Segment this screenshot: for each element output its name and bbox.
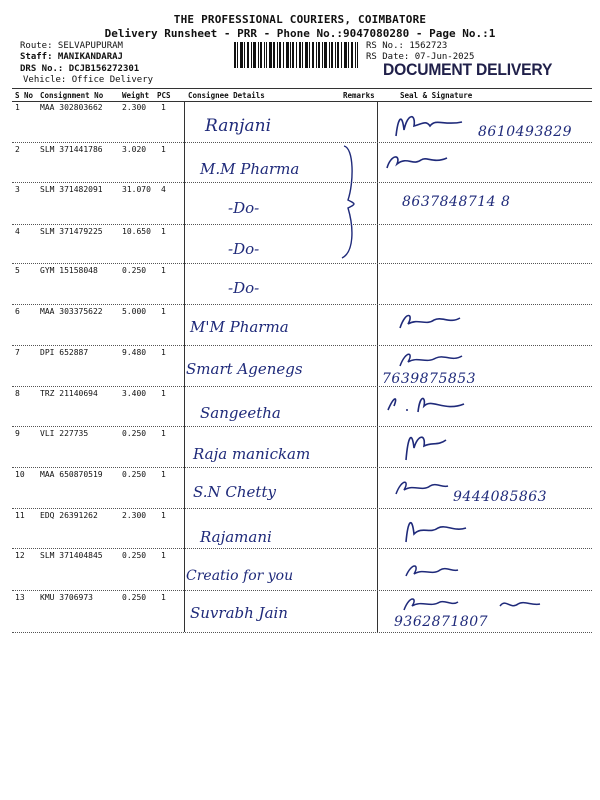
row-consignee-handwritten: Suvrabh Jain — [190, 604, 288, 622]
row-consignment-no: MAA 302803662 — [40, 103, 103, 112]
col-header-consignee: Consignee Details — [188, 91, 265, 100]
row-consignment-no: SLM 371482091 — [40, 185, 103, 194]
row-sno: 11 — [15, 511, 25, 520]
row-sno: 5 — [15, 266, 20, 275]
row-pcs: 1 — [161, 470, 166, 479]
row-weight: 2.300 — [122, 103, 147, 112]
row-sno: 10 — [15, 470, 25, 479]
bracket-mark — [340, 142, 362, 262]
row-pcs: 1 — [161, 593, 166, 602]
signature-row-6 — [396, 306, 466, 336]
row-sno: 13 — [15, 593, 25, 602]
signature-row-13 — [400, 592, 550, 618]
row-consignee-handwritten: Ranjani — [205, 116, 272, 136]
row-weight: 2.300 — [122, 511, 147, 520]
table-header-rule — [12, 101, 592, 102]
row-phone-handwritten: 7639875853 — [382, 371, 477, 387]
row-weight: 0.250 — [122, 551, 147, 560]
vehicle-label: Vehicle: Office Delivery — [23, 75, 154, 85]
row-separator — [12, 508, 592, 509]
row-pcs: 1 — [161, 307, 166, 316]
signature-row-8 — [384, 390, 474, 420]
row-consignee-handwritten: M.M Pharma — [200, 160, 300, 178]
col-header-pcs: PCS — [157, 91, 171, 100]
row-separator — [12, 182, 592, 183]
row-pcs: 1 — [161, 227, 166, 236]
row-sno: 1 — [15, 103, 20, 112]
row-weight: 10.650 — [122, 227, 151, 236]
row-pcs: 1 — [161, 348, 166, 357]
row-sno: 8 — [15, 389, 20, 398]
row-consignee-handwritten: S.N Chetty — [193, 483, 276, 501]
row-sno: 3 — [15, 185, 20, 194]
row-consignment-no: VLI 227735 — [40, 429, 89, 438]
col-header-weight: Weight — [122, 91, 150, 100]
row-pcs: 1 — [161, 429, 166, 438]
row-phone-handwritten: 9444085863 — [453, 489, 548, 505]
row-consignee-handwritten: Rajamani — [200, 528, 272, 546]
row-consignment-no: TRZ 21140694 — [40, 389, 98, 398]
row-consignment-no: MAA 650870519 — [40, 470, 103, 479]
row-phone-handwritten: 8610493829 — [478, 124, 573, 140]
row-consignment-no: KMU 3706973 — [40, 593, 93, 602]
row-consignee-handwritten: Creatio for you — [186, 568, 294, 584]
row-weight: 5.000 — [122, 307, 147, 316]
row-separator — [12, 590, 592, 591]
row-consignee-handwritten: -Do- — [228, 279, 260, 297]
document-delivery-stamp: DOCUMENT DELIVERY — [383, 60, 553, 79]
col-header-remarks: Remarks — [343, 91, 375, 100]
row-weight: 9.480 — [122, 348, 147, 357]
drs-number: DRS No.: DCJB156272301 — [20, 64, 140, 74]
row-separator — [12, 386, 592, 387]
row-sno: 6 — [15, 307, 20, 316]
row-separator — [12, 426, 592, 427]
row-consignment-no: MAA 303375622 — [40, 307, 103, 316]
signature-row-11 — [400, 514, 470, 546]
signature-row-2 — [383, 148, 453, 178]
row-sno: 12 — [15, 551, 25, 560]
row-separator — [12, 263, 592, 264]
row-pcs: 1 — [161, 551, 166, 560]
row-separator — [12, 345, 592, 346]
row-consignment-no: SLM 371479225 — [40, 227, 103, 236]
row-weight: 31.070 — [122, 185, 151, 194]
rs-number: RS No.: 1562723 — [366, 41, 448, 51]
row-weight: 3.020 — [122, 145, 147, 154]
col-header-sno: S No — [15, 91, 34, 100]
row-pcs: 4 — [161, 185, 166, 194]
row-weight: 0.250 — [122, 593, 147, 602]
barcode-image — [234, 42, 358, 68]
row-weight: 0.250 — [122, 266, 147, 275]
row-separator — [12, 304, 592, 305]
rs-date: RS Date: 07-Jun-2025 — [366, 52, 475, 62]
row-pcs: 1 — [161, 389, 166, 398]
row-consignment-no: SLM 371404845 — [40, 551, 103, 560]
row-phone-handwritten: 8637848714 8 — [402, 194, 511, 210]
col-header-seal: Seal & Signature — [400, 91, 473, 100]
row-consignment-no: SLM 371441786 — [40, 145, 103, 154]
row-weight: 3.400 — [122, 389, 147, 398]
signature-row-12 — [402, 558, 462, 586]
row-pcs: 1 — [161, 103, 166, 112]
row-consignee-handwritten: Raja manickam — [193, 445, 311, 463]
staff-label: Staff: MANIKANDARAJ — [20, 52, 123, 62]
row-sno: 9 — [15, 429, 20, 438]
row-consignment-no: EDQ 26391262 — [40, 511, 98, 520]
row-separator — [12, 142, 592, 143]
col-header-consignment: Consignment No — [40, 91, 104, 100]
document-title: THE PROFESSIONAL COURIERS, COIMBATORE — [173, 13, 427, 26]
row-weight: 0.250 — [122, 429, 147, 438]
row-sno: 4 — [15, 227, 20, 236]
row-consignee-handwritten: Smart Agenegs — [186, 360, 303, 378]
signature-row-7 — [396, 346, 466, 374]
row-pcs: 1 — [161, 511, 166, 520]
row-separator — [12, 467, 592, 468]
table-top-rule — [12, 88, 592, 89]
row-sno: 7 — [15, 348, 20, 357]
row-separator — [12, 632, 592, 633]
signature-row-1 — [392, 108, 482, 148]
row-consignee-handwritten: Sangeetha — [200, 404, 281, 422]
row-consignee-handwritten: -Do- — [228, 199, 260, 217]
route-label: Route: SELVAPUPURAM — [20, 41, 123, 51]
row-consignment-no: GYM 15158048 — [40, 266, 98, 275]
row-weight: 0.250 — [122, 470, 147, 479]
document-subtitle: Delivery Runsheet - PRR - Phone No.:9047080280 - Page No.:1 — [104, 27, 496, 40]
signature-row-10 — [392, 474, 452, 502]
row-phone-handwritten: 9362871807 — [394, 614, 489, 630]
row-separator — [12, 224, 592, 225]
row-sno: 2 — [15, 145, 20, 154]
signature-row-9 — [400, 428, 450, 464]
row-pcs: 1 — [161, 266, 166, 275]
row-pcs: 1 — [161, 145, 166, 154]
row-consignment-no: DPI 652887 — [40, 348, 89, 357]
row-consignee-handwritten: -Do- — [228, 240, 260, 258]
row-consignee-handwritten: M'M Pharma — [190, 318, 289, 336]
row-separator — [12, 548, 592, 549]
